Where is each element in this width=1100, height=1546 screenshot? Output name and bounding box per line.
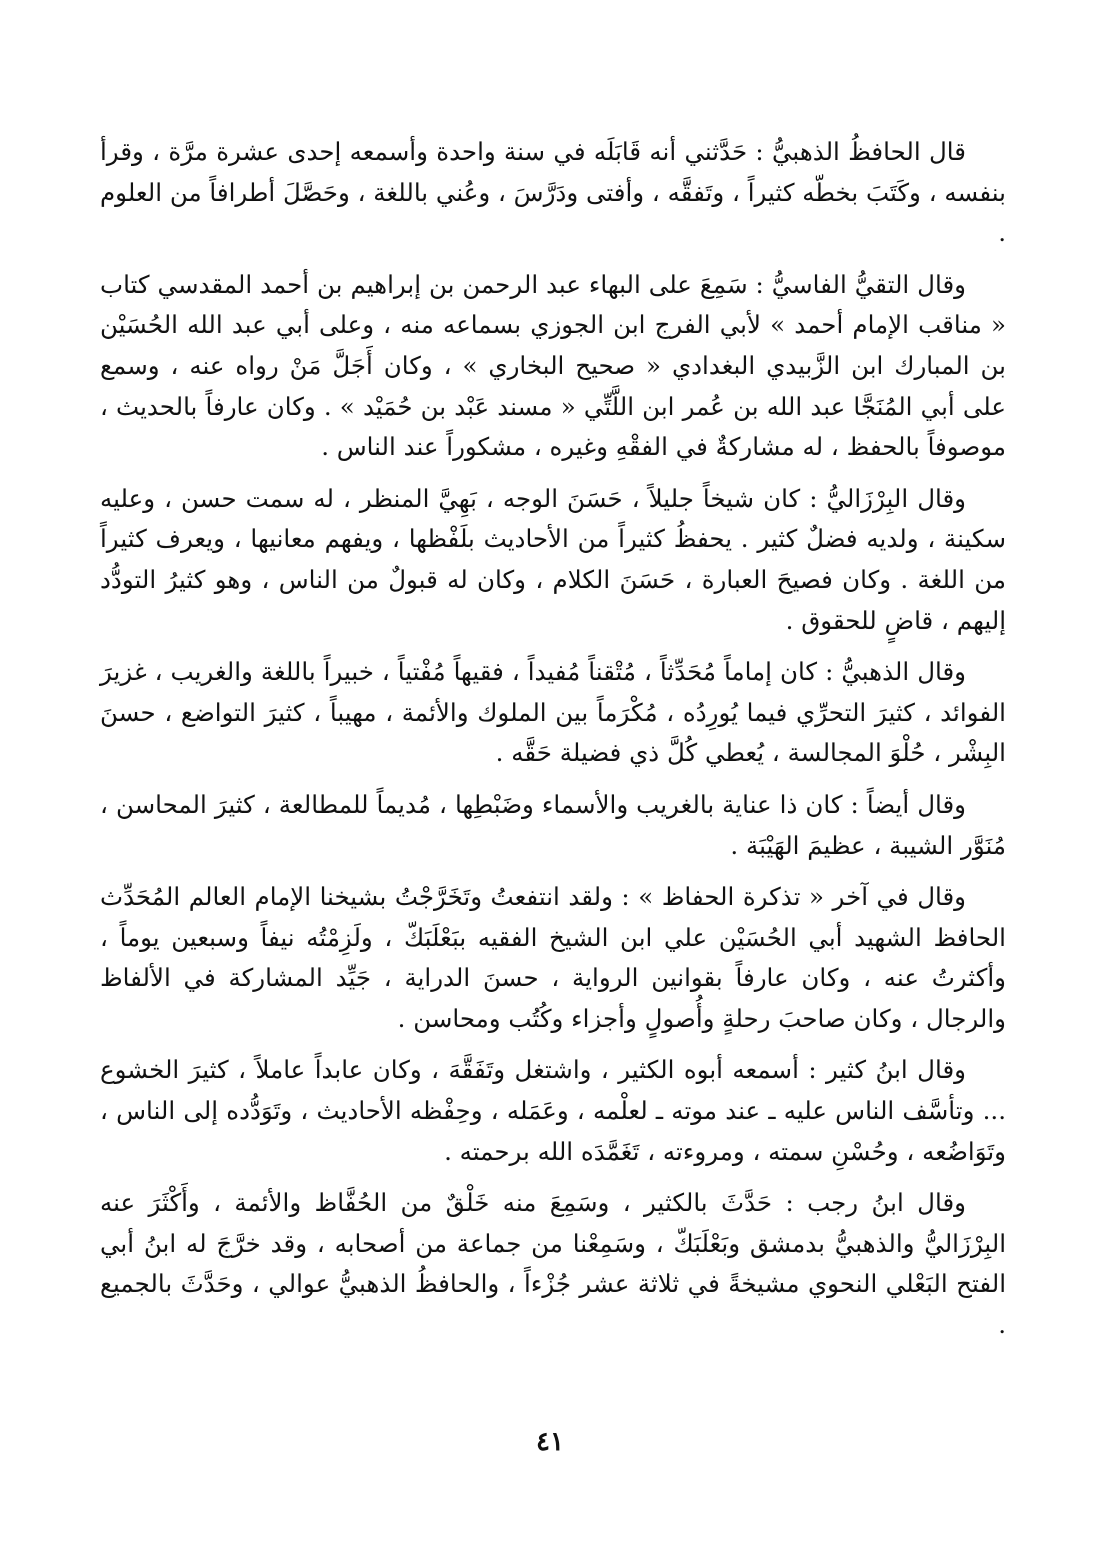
body-text [100, 132, 1006, 1357]
paragraph-ibn-rajab: وقال ابنُ رجب : حَدَّثَ بالكثير ، وسَمِعَ منه خَلْقٌ من الحُفَّاظ والأئمة ، وأَكْثَرَ عنه البِرْزَاليُّ والذهبيُّ بدمشق وبَعْلَبَكّ ، وسَمِعْنا من جماعة من أصحابه ، وقد خرَّجَ له ابنُ أبي الفتح البَعْلي النحوي مشيخةً في ثلاثة عشر جُزْءاً ، والحافظُ الذهبيُّ عوالي ، وحَدَّثَ بالجميع . [100, 1188, 1006, 1340]
paragraph-dhahabi: وقال الذهبيُّ : كان إماماً مُحَدِّثاً ، مُتْقناً مُفيداً ، فقيهاً مُفْتياً ، خبيراً باللغة والغريب ، غزيرَ الفوائد ، كثيرَ التحرِّي فيما يُورِدُه ، مُكْرَماً بين الملوك والأئمة ، مهيباً ، كثيرَ التواضع ، حسنَ البِشْر ، حُلْوَ المجالسة ، يُعطي كُلَّ ذي فضيلة حَقَّه . [100, 657, 1006, 768]
paragraph-tadhkirat-al-huffaz: وقال في آخر « تذكرة الحفاظ » : ولقد انتفعتُ وتَخَرَّجْتُ بشيخنا الإمام العالم المُحَدِّث الحافظ الشهيد أبي الحُسَيْن علي ابن الشيخ الفقيه ببَعْلَبَكّ ، ولَزِمْتُه نيفاً وسبعين يوماً ، وأكثرتُ عنه ، وكان عارفاً بقوانين الرواية ، حسنَ الدراية ، جَيِّد المشاركة في الألفاظ والرجال ، وكان صاحبَ رحلةٍ وأُصولٍ وأجزاء وكُتُب ومحاسن . [100, 882, 1006, 1033]
page-number: ٤١ [536, 1427, 564, 1457]
paragraph-birzali: وقال البِرْزَاليُّ : كان شيخاً جليلاً ، حَسَنَ الوجه ، بَهِيَّ المنظر ، له سمت حسن ، وعليه سكينة ، ولديه فضلٌ كثير . يحفظُ كثيراً من الأحاديث بلَفْظها ، ويفهم معانيها ، ويعرف كثيراً من اللغة . وكان فصيحَ العبارة ، حَسَنَ الكلام ، وكان له قبولٌ من الناس ، وهو كثيرُ التودُّد إليهم ، قاضٍ للحقوق . [100, 483, 1006, 635]
paragraph-dhahabi-also: وقال أيضاً : كان ذا عناية بالغريب والأسماء وضَبْطِها ، مُديماً للمطالعة ، كثيرَ المحاسن ، مُنَوَّر الشيبة ، عظيمَ الهَيْبَة . [100, 789, 1006, 860]
paragraph-ibn-kathir: وقال ابنُ كثير : أسمعه أبوه الكثير ، واشتغل وتَفَقَّهَ ، وكان عابداً عاملاً ، كثيرَ الخشوع ... وتأسَّف الناس عليه ـ عند موته ـ لعلْمه ، وعَمَله ، وحِفْظه الأحاديث ، وتَوَدُّده إلى الناس ، وتَوَاضُعه ، وحُسْنِ سمته ، ومروءته ، تَغَمَّدَه الله برحمته . [100, 1055, 1006, 1166]
paragraph-dhahabi-hafiz: قال الحافظُ الذهبيُّ : حَدَّثني أنه قَابَلَه في سنة واحدة وأسمعه إحدى عشرة مرَّة ، وقرأ بنفسه ، وكَتَبَ بخطّه كثيراً ، وتَفقَّه ، وأفتى ودَرَّسَ ، وعُني باللغة ، وحَصَّلَ أطرافاً من العلوم . [100, 137, 1006, 248]
paragraph-taqi-fasi: وقال التقيُّ الفاسيُّ : سَمِعَ على البهاء عبد الرحمن بن إبراهيم بن أحمد المقدسي كتاب « مناقب الإمام أحمد » لأبي الفرج ابن الجوزي بسماعه منه ، وعلى أبي عبد الله الحُسَيْن بن المبارك ابن الزَّبيدي البغدادي « صحيح البخاري » ، وكان أَجَلَّ مَنْ رواه عنه ، وسمع على أبي المُنَجَّا عبد الله بن عُمر ابن اللَّتِّي « مسند عَبْد بن حُمَيْد » . وكان عارفاً بالحديث ، موصوفاً بالحفظ ، له مشاركةٌ في الفقْهِ وغيره ، مشكوراً عند الناس . [100, 269, 1006, 462]
